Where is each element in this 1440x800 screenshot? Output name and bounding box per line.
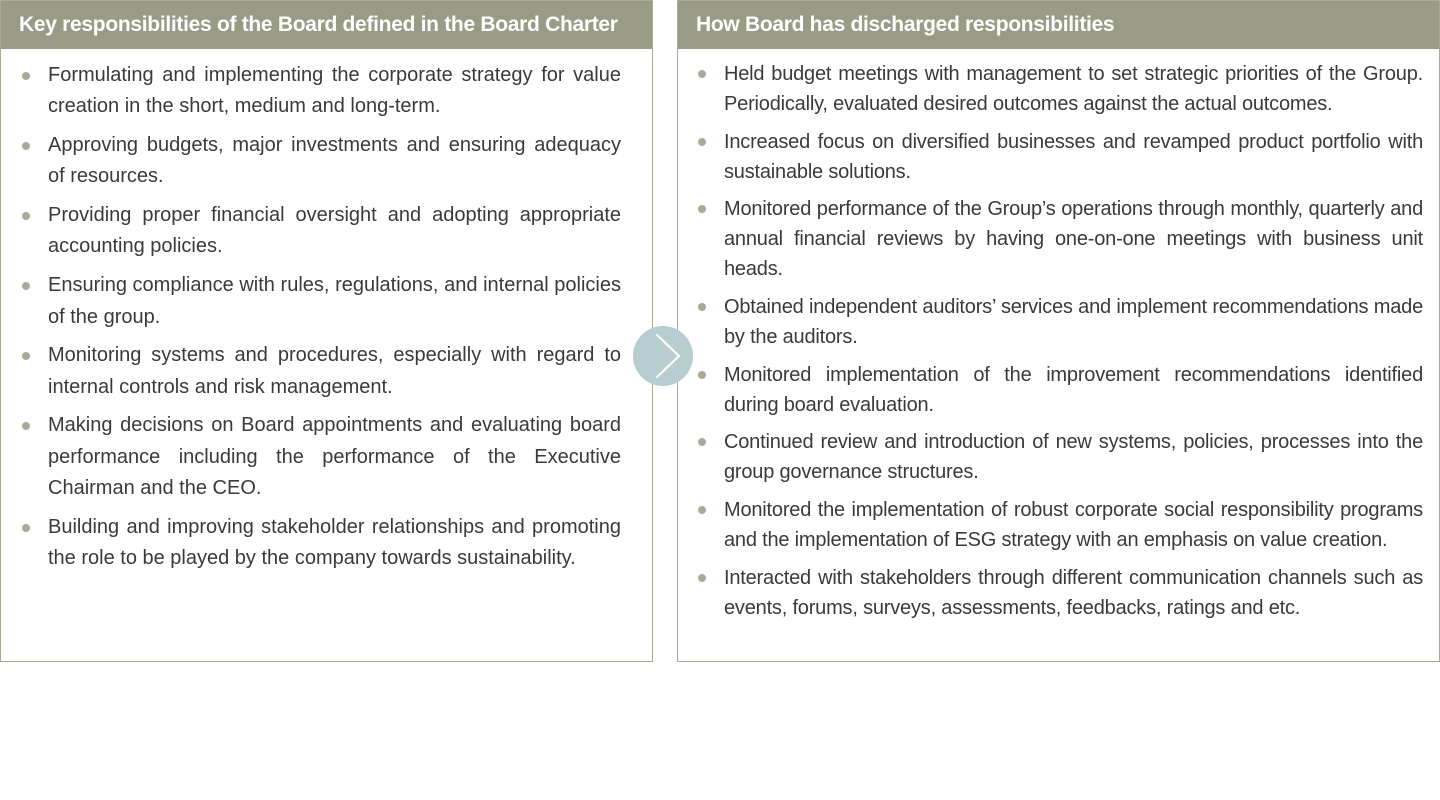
list-item-text: Formulating and implementing the corporate strategy for value creation in the short, medium and long-term. — [48, 64, 621, 118]
discharged-responsibilities-panel — [677, 0, 1440, 662]
bullet-icon — [698, 574, 706, 582]
list-item-text: Held budget meetings with management to set strategic priorities of the Group. Periodically, evaluated desired outcomes against the actual outcomes. — [724, 63, 1423, 115]
list-item — [48, 410, 621, 504]
list-item-text: Building and improving stakeholder relationships and promoting the role to be played by the company towards sustainability. — [48, 515, 621, 570]
list-item-text: Monitoring systems and procedures, especially with regard to internal controls and risk management. — [48, 344, 621, 398]
bullet-icon — [22, 524, 30, 532]
list-item-text: Making decisions on Board appointments and evaluating board performance including the performance of the Executive Chairman and the CEO. — [48, 414, 621, 500]
list-item-text: Interacted with stakeholders through different communication channels such as events, forums, surveys, assessments, feedbacks, ratings and etc. — [724, 566, 1423, 619]
left-panel-title: Key responsibilities of the Board defined in the Board Charter — [1, 1, 652, 49]
bullet-icon — [22, 352, 30, 360]
list-item-text: Obtained independent auditors’ services and implement recommendations made by the auditors. — [724, 296, 1423, 349]
bullet-icon — [698, 371, 706, 379]
list-item — [48, 200, 621, 263]
list-item-text: Monitored the implementation of robust corporate social responsibility programs and the implementation of ESG strategy with an emphasis on value creation. — [724, 499, 1423, 552]
bullet-icon — [698, 438, 706, 446]
bullet-icon — [698, 138, 706, 146]
list-item — [724, 292, 1423, 352]
right-panel-title: How Board has discharged responsibilities — [678, 1, 1439, 49]
bullet-icon — [698, 303, 706, 311]
list-item — [48, 60, 621, 123]
chevron-right-icon — [633, 326, 693, 386]
board-charter-responsibilities-panel — [0, 0, 653, 662]
list-item-text: Providing proper financial oversight and adopting appropriate accounting policies. — [48, 204, 621, 258]
list-item — [724, 495, 1423, 555]
list-item-text: Monitored implementation of the improvement recommendations identified during board evaluation. — [724, 363, 1423, 416]
bullet-icon — [22, 422, 30, 430]
bullet-icon — [698, 70, 706, 78]
bullet-icon — [698, 506, 706, 514]
bullet-icon — [22, 72, 30, 80]
list-item-text: Continued review and introduction of new systems, policies, processes into the group governance structures. — [724, 431, 1423, 484]
list-item — [48, 270, 621, 333]
list-item — [48, 130, 621, 193]
bullet-icon — [698, 205, 706, 213]
list-item — [724, 427, 1423, 487]
bullet-icon — [22, 142, 30, 150]
list-item-text: Increased focus on diversified businesses and revamped product portfolio with sustainable solutions. — [724, 130, 1423, 183]
left-responsibilities-list — [1, 49, 652, 574]
list-item — [724, 127, 1423, 187]
chevron-right-icon-glyph — [633, 326, 693, 386]
list-item-text: Monitored performance of the Group’s operations through monthly, quarterly and annual financial reviews by having one-on-one meetings with business unit heads. — [724, 198, 1423, 281]
list-item — [48, 340, 621, 403]
right-responsibilities-list — [678, 49, 1439, 623]
list-item — [724, 563, 1423, 623]
list-item — [48, 512, 621, 575]
list-item — [724, 194, 1423, 284]
list-item-text: Approving budgets, major investments and ensuring adequacy of resources. — [48, 134, 621, 188]
bullet-icon — [22, 212, 30, 220]
list-item — [724, 360, 1423, 420]
list-item — [724, 59, 1423, 119]
list-item-text: Ensuring compliance with rules, regulations, and internal policies of the group. — [48, 274, 621, 328]
bullet-icon — [22, 282, 30, 290]
